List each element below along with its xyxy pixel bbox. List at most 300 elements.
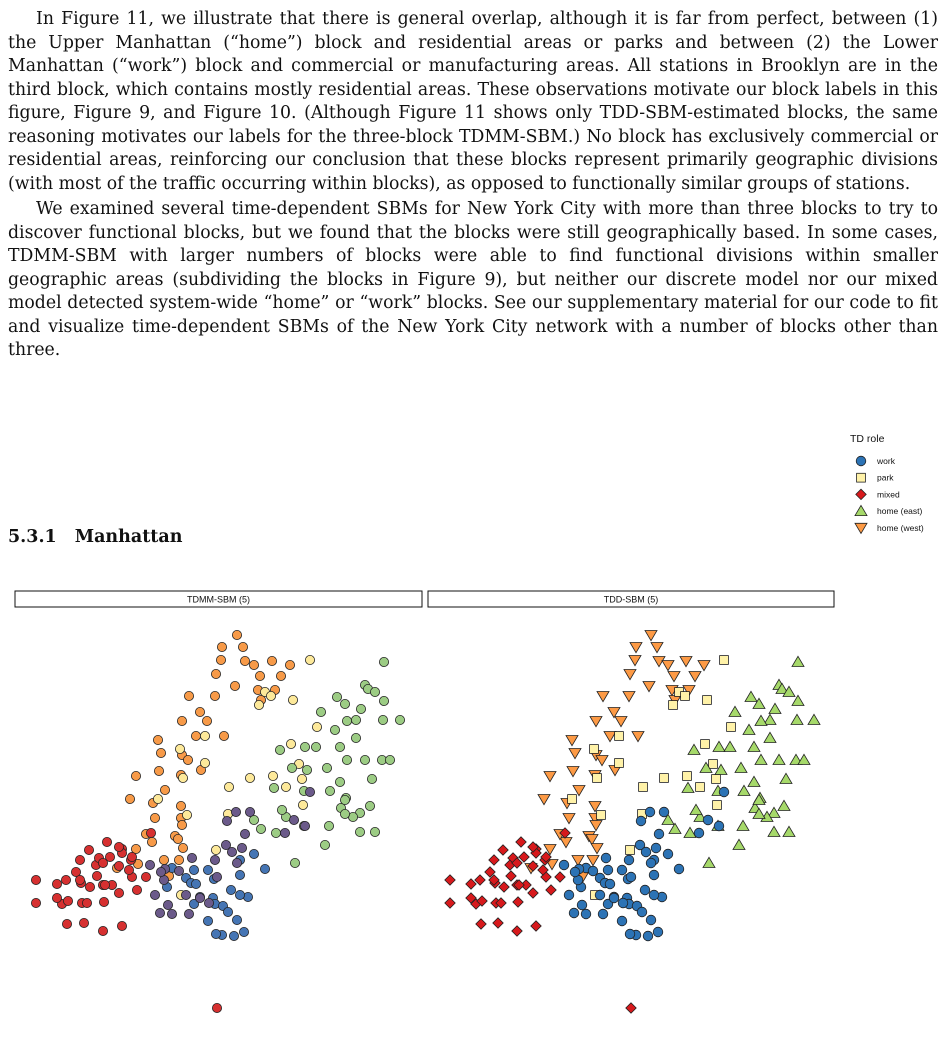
station-marker [798, 754, 810, 764]
station-marker [764, 732, 776, 742]
station-marker [712, 775, 721, 784]
station-marker [683, 772, 692, 781]
station-marker [703, 857, 715, 867]
station-point [146, 828, 155, 837]
station-point [240, 829, 249, 838]
station-marker [566, 736, 578, 746]
station-marker [701, 740, 710, 749]
station-point [85, 882, 94, 891]
station-marker [791, 714, 803, 724]
station-point [378, 715, 387, 724]
station-point [175, 744, 184, 753]
station-point [52, 893, 61, 902]
station-point [102, 837, 111, 846]
station-point [124, 865, 133, 874]
station-point [200, 731, 209, 740]
station-marker [559, 860, 569, 870]
station-point [75, 875, 84, 884]
station-marker [651, 843, 661, 853]
station-point [191, 879, 200, 888]
station-point [260, 864, 269, 873]
station-point [325, 786, 334, 795]
station-marker [645, 631, 657, 641]
station-point [340, 795, 349, 804]
station-point [178, 843, 187, 852]
station-point [342, 755, 351, 764]
legend-title: TD role [850, 433, 885, 445]
station-marker [555, 872, 565, 882]
station-point [335, 742, 344, 751]
station-point [184, 909, 193, 918]
station-marker [630, 643, 642, 653]
station-marker [714, 821, 724, 831]
station-marker [681, 692, 690, 701]
station-point [114, 861, 123, 870]
station-marker [640, 885, 650, 895]
station-point [99, 897, 108, 906]
station-marker [724, 741, 736, 751]
station-point [288, 695, 297, 704]
station-point [302, 765, 311, 774]
station-point [335, 777, 344, 786]
station-point [305, 655, 314, 664]
station-marker [680, 657, 692, 667]
station-point [360, 755, 369, 764]
station-point [235, 890, 244, 899]
station-point [61, 875, 70, 884]
station-point [160, 785, 169, 794]
station-marker [646, 858, 656, 868]
station-point [280, 828, 289, 837]
station-marker [654, 829, 664, 839]
station-point [237, 843, 246, 852]
station-point [98, 926, 107, 935]
station-marker [659, 807, 669, 817]
station-point [159, 855, 168, 864]
station-point [290, 858, 299, 867]
station-marker [668, 672, 680, 682]
station-point [114, 842, 123, 851]
station-point [276, 671, 285, 680]
station-point [255, 671, 264, 680]
section-number: 5.3.1 [8, 527, 57, 547]
station-point [285, 660, 294, 669]
station-marker [597, 692, 609, 702]
paragraph-1: In Figure 11, we illustrate that there is general overlap, although it is far from perfect, between (1) the Upper Manhattan (“home”) block and residential areas or parks and between (2) the Lower Manhattan (“work”) block and commercial or manufacturing areas. All stations in Brooklyn are in the third block, which contains mostly residential areas. These observations motivate our block labels in this figure, Figure 9, and Figure 10. (Although Figure 11 shows only TDD-SBM-estimated blocks, the same reasoning motivates our labels for the three-block TDMM-SBM.) No block has exclusively commercial or residential areas, reinforcing our conclusion that these blocks represent primarily geographic divisions (with most of the traffic occurring within blocks), as opposed to functionally similar groups of stations. [8, 9, 938, 194]
station-point [217, 642, 226, 651]
station-point [211, 845, 220, 854]
station-point [249, 849, 258, 858]
station-marker [748, 776, 760, 786]
station-point [330, 725, 339, 734]
station-marker [709, 760, 718, 769]
legend-key-home-west- [855, 523, 867, 533]
station-point [79, 918, 88, 927]
station-marker [755, 754, 767, 764]
station-point [235, 870, 244, 879]
station-point [245, 773, 254, 782]
station-point [200, 758, 209, 767]
station-marker [703, 815, 713, 825]
station-marker [682, 782, 694, 792]
station-marker [489, 855, 499, 865]
station-marker [590, 745, 599, 754]
station-point [183, 755, 192, 764]
station-marker [689, 672, 701, 682]
station-marker [493, 918, 503, 928]
section-title: Manhattan [74, 527, 183, 547]
station-marker [780, 773, 792, 783]
station-point [154, 766, 163, 775]
station-point [245, 807, 254, 816]
station-marker [662, 661, 674, 671]
station-marker [588, 866, 598, 876]
legend-label: home (east) [877, 506, 923, 517]
station-marker [663, 849, 673, 859]
station-marker [591, 844, 603, 854]
station-marker [626, 846, 635, 855]
station-point [298, 800, 307, 809]
station-point [269, 783, 278, 792]
station-marker [593, 774, 602, 783]
station-marker [615, 732, 624, 741]
station-marker [768, 826, 780, 836]
station-marker [696, 783, 705, 792]
station-point [127, 852, 136, 861]
station-marker [544, 772, 556, 782]
station-point [150, 813, 159, 822]
station-point [367, 774, 376, 783]
station-marker [713, 801, 722, 810]
station-point [62, 919, 71, 928]
station-marker [637, 907, 647, 917]
station-point [385, 755, 394, 764]
station-marker [713, 741, 725, 751]
legend-label: park [877, 472, 894, 483]
panel-title-right: TDD-SBM (5) [603, 594, 659, 605]
station-point [281, 782, 290, 791]
station-marker [581, 909, 591, 919]
station-marker [626, 872, 636, 882]
station-point [267, 656, 276, 665]
station-point [365, 801, 374, 810]
station-marker [569, 908, 579, 918]
station-point [187, 853, 196, 862]
station-point [238, 642, 247, 651]
legend-key-mixed [856, 489, 866, 499]
station-marker [623, 692, 635, 702]
station-marker [577, 900, 587, 910]
station-point [256, 824, 265, 833]
station-point [63, 896, 72, 905]
station-marker [808, 714, 820, 724]
station-marker [719, 787, 729, 797]
station-point [340, 699, 349, 708]
station-marker [528, 888, 538, 898]
legend-key-park [857, 473, 866, 482]
station-marker [720, 656, 729, 665]
station-point [266, 691, 275, 700]
station-marker [595, 890, 605, 900]
station-point [277, 805, 286, 814]
station-point [153, 794, 162, 803]
station-point [222, 816, 231, 825]
station-point [174, 855, 183, 864]
station-point [155, 908, 164, 917]
station-marker [568, 795, 577, 804]
station-marker [660, 774, 669, 783]
station-point [212, 1003, 221, 1012]
station-marker [629, 656, 641, 666]
station-marker [729, 706, 741, 716]
station-marker [792, 656, 804, 666]
section-heading [8, 527, 182, 547]
station-point [210, 855, 219, 864]
station-point [300, 821, 309, 830]
station-point [178, 773, 187, 782]
station-marker [570, 867, 580, 877]
station-point [117, 921, 126, 930]
station-point [191, 731, 200, 740]
station-marker [596, 756, 608, 766]
station-point [254, 700, 263, 709]
station-point [219, 731, 228, 740]
station-marker [743, 724, 755, 734]
station-marker [639, 783, 648, 792]
station-marker [698, 661, 710, 671]
station-marker [563, 814, 575, 824]
station-marker [624, 670, 636, 680]
station-marker [727, 723, 736, 732]
station-point [203, 916, 212, 925]
station-point [355, 827, 364, 836]
station-marker [531, 921, 541, 931]
station-marker [516, 837, 526, 847]
station-point [195, 893, 204, 902]
station-marker [445, 875, 455, 885]
station-point [156, 748, 165, 757]
station-marker [737, 820, 749, 830]
station-point [211, 669, 220, 678]
station-point [232, 858, 241, 867]
station-point [297, 774, 306, 783]
station-marker [778, 800, 790, 810]
points-left [31, 630, 404, 1012]
station-point [227, 847, 236, 856]
station-point [324, 821, 333, 830]
station-point [286, 739, 295, 748]
station-point [167, 909, 176, 918]
station-point [332, 692, 341, 701]
station-marker [603, 865, 613, 875]
station-marker [605, 879, 615, 889]
station-marker [632, 732, 644, 742]
station-point [52, 879, 61, 888]
station-point [145, 860, 154, 869]
station-marker [513, 897, 523, 907]
legend-key-home-east- [855, 505, 867, 515]
station-marker [773, 754, 785, 764]
station-marker [653, 927, 663, 937]
station-marker [476, 919, 486, 929]
legend-label: mixed [877, 489, 900, 500]
station-point [379, 657, 388, 666]
station-point [229, 931, 238, 940]
station-point [98, 858, 107, 867]
station-marker [590, 821, 602, 831]
station-point [182, 810, 191, 819]
legend-items [855, 456, 924, 534]
station-marker [564, 890, 574, 900]
station-point [289, 815, 298, 824]
station-point [147, 837, 156, 846]
station-marker [445, 898, 455, 908]
station-point [305, 787, 314, 796]
station-point [75, 855, 84, 864]
station-point [177, 820, 186, 829]
legend-label: work [877, 456, 895, 466]
station-point [224, 782, 233, 791]
station-point [395, 715, 404, 724]
station-marker [651, 643, 663, 653]
station-point [271, 828, 280, 837]
station-point [268, 771, 277, 780]
station-marker [589, 802, 601, 812]
station-point [153, 735, 162, 744]
station-point [370, 827, 379, 836]
station-marker [649, 870, 659, 880]
station-point [320, 840, 329, 849]
station-marker [618, 898, 628, 908]
station-point [351, 733, 360, 742]
station-point [311, 742, 320, 751]
station-marker [645, 807, 655, 817]
station-point [340, 809, 349, 818]
paragraph-2: We examined several time-dependent SBMs for New York City with more than three blocks to try to discover functional blocks, but we found that the blocks were still geographically based. In some cases, TDMM-SBM with larger numbers of blocks were able to find functional divisions within smaller geographic areas (subdividing the blocks in Figure 9), but neither our discrete model nor our mixed model detected system-wide “home” or “work” blocks. See our supplementary material for our code to fit and visualize time-dependent SBMs of the New York City network with a number of blocks other than three. [8, 199, 938, 360]
station-point [150, 890, 159, 899]
station-marker [546, 885, 556, 895]
station-point [226, 885, 235, 894]
station-marker [688, 744, 700, 754]
station-marker [590, 717, 602, 727]
legend-key-work [856, 456, 866, 466]
station-marker [560, 838, 572, 848]
station-point [370, 687, 379, 696]
station-point [351, 715, 360, 724]
station-marker [735, 762, 747, 772]
station-point [92, 871, 101, 880]
station-marker [649, 890, 659, 900]
station-point [184, 691, 193, 700]
station-marker [615, 717, 627, 727]
body-text [8, 8, 938, 363]
station-marker [643, 931, 653, 941]
station-point [379, 696, 388, 705]
station-marker [748, 741, 760, 751]
station-point [125, 794, 134, 803]
station-marker [624, 855, 634, 865]
station-point [275, 745, 284, 754]
station-point [223, 907, 232, 916]
station-marker [626, 1003, 636, 1013]
station-marker [573, 786, 585, 796]
station-marker [567, 767, 579, 777]
station-point [312, 722, 321, 731]
station-point [231, 807, 240, 816]
station-point [300, 742, 309, 751]
station-point [204, 898, 213, 907]
station-point [230, 681, 239, 690]
station-point [202, 716, 211, 725]
station-marker [617, 916, 627, 926]
station-marker [609, 893, 619, 903]
station-marker [601, 853, 611, 863]
station-marker [674, 864, 684, 874]
station-point [181, 890, 190, 899]
legend-label: home (west) [877, 522, 924, 533]
station-point [356, 704, 365, 713]
station-marker [598, 909, 608, 919]
panel-title-left: TDMM-SBM (5) [187, 594, 250, 605]
station-marker [733, 839, 745, 849]
station-marker [569, 749, 581, 759]
station-point [189, 865, 198, 874]
station-marker [636, 816, 646, 826]
station-point [232, 630, 241, 639]
station-point [322, 763, 331, 772]
station-point [84, 845, 93, 854]
station-marker [625, 929, 635, 939]
station-point [212, 872, 221, 881]
station-marker [597, 811, 606, 820]
station-marker [615, 759, 624, 768]
station-marker [703, 696, 712, 705]
station-point [163, 900, 172, 909]
station-point [31, 875, 40, 884]
station-marker [617, 865, 627, 875]
station-point [240, 656, 249, 665]
station-point [342, 716, 351, 725]
points-right [445, 631, 820, 1014]
station-point [287, 763, 296, 772]
station-point [249, 660, 258, 669]
panel-tdmm-sbm [15, 591, 422, 1013]
station-marker [694, 828, 704, 838]
station-marker [512, 926, 522, 936]
station-point [176, 801, 185, 810]
station-point [232, 915, 241, 924]
station-marker [506, 871, 516, 881]
station-marker [769, 703, 781, 713]
station-point [100, 880, 109, 889]
station-point [132, 885, 141, 894]
station-marker [745, 691, 757, 701]
station-point [195, 707, 204, 716]
station-point [156, 867, 165, 876]
panel-tdd-sbm [428, 591, 834, 1013]
station-marker [538, 795, 550, 805]
station-point [177, 716, 186, 725]
station-point [31, 898, 40, 907]
station-point [216, 655, 225, 664]
station-marker [641, 847, 651, 857]
station-marker [498, 845, 508, 855]
station-point [239, 927, 248, 936]
station-marker [643, 682, 655, 692]
station-point [82, 898, 91, 907]
station-point [141, 872, 150, 881]
station-marker [690, 804, 702, 814]
